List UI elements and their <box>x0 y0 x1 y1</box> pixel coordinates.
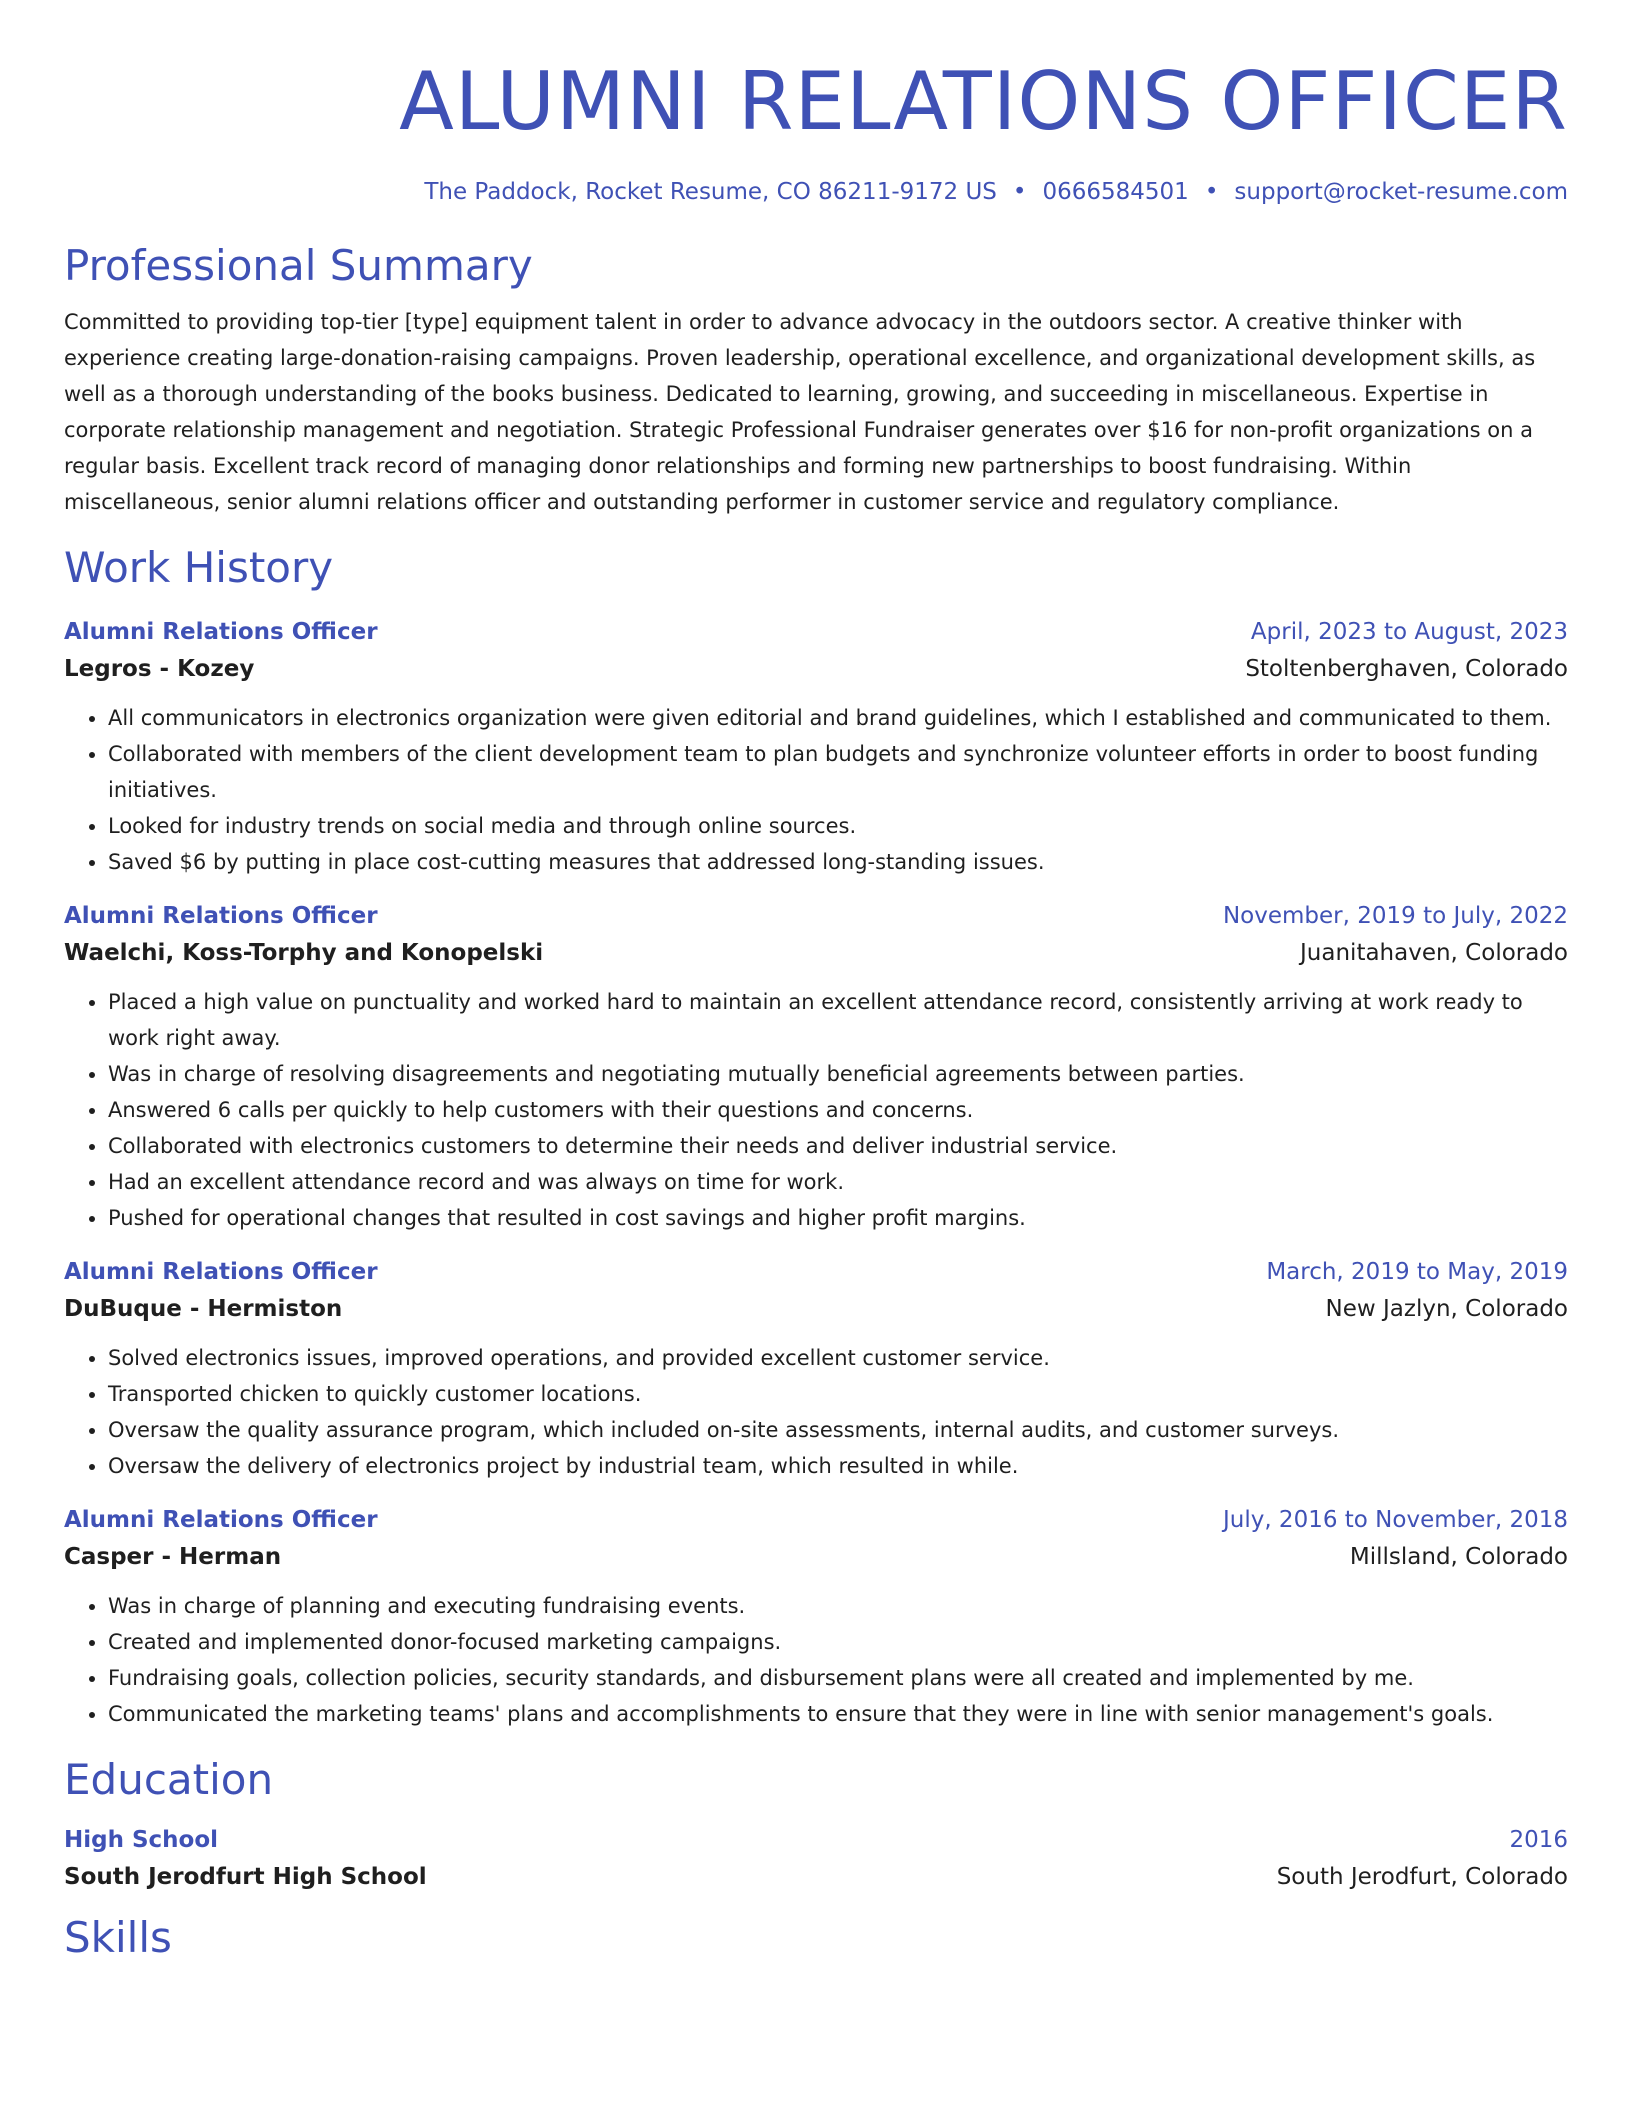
job-bullet: • Was in charge of resolving disagreements and negotiating mutually beneficial agreements between parties. <box>108 1056 1568 1092</box>
job-bullet: • Transported chicken to quickly customer locations. <box>108 1376 1568 1412</box>
job-bullet: • Fundraising goals, collection policies, security standards, and disbursement plans were all created and implemented by me. <box>108 1660 1568 1696</box>
education-location: South Jerodfurt, Colorado <box>1276 1864 1568 1890</box>
contact-separator: • <box>1012 179 1027 205</box>
education-degree: High School <box>64 1827 219 1853</box>
contact-email: support@rocket-resume.com <box>1234 179 1568 205</box>
job-bullet: • Collaborated with electronics customers to determine their needs and deliver industrial service. <box>108 1128 1568 1164</box>
job-bullet: • Solved electronics issues, improved operations, and provided excellent customer service. <box>108 1340 1568 1376</box>
job-entry <box>64 898 1568 1236</box>
job-bullet: • Placed a high value on punctuality and worked hard to maintain an excellent attendance record, consistently arriving at work ready to work right away. <box>108 984 1568 1056</box>
job-title: Alumni Relations Officer <box>64 619 378 645</box>
education-heading: Education <box>64 1755 274 1804</box>
job-bullet: • Created and implemented donor-focused marketing campaigns. <box>108 1624 1568 1660</box>
skills-heading: Skills <box>64 1913 172 1962</box>
job-bullet: • Oversaw the quality assurance program, which included on-site assessments, internal audits, and customer surveys. <box>108 1412 1568 1448</box>
job-bullet: • Had an excellent attendance record and was always on time for work. <box>108 1164 1568 1200</box>
resume-header <box>64 0 1568 208</box>
job-company: Casper - Herman <box>64 1544 282 1570</box>
job-title: Alumni Relations Officer <box>64 903 378 929</box>
candidate-name: ALUMNI RELATIONS OFFICER <box>399 55 1568 148</box>
education-school: South Jerodfurt High School <box>64 1864 427 1890</box>
job-entry <box>64 1502 1568 1732</box>
job-bullet: • Answered 6 calls per quickly to help customers with their questions and concerns. <box>108 1092 1568 1128</box>
job-dates: November, 2019 to July, 2022 <box>1222 903 1568 929</box>
job-bullets <box>64 700 1568 880</box>
job-dates: April, 2023 to August, 2023 <box>1250 619 1568 645</box>
education-year: 2016 <box>1509 1827 1568 1853</box>
job-bullet: • Pushed for operational changes that resulted in cost savings and higher profit margins. <box>108 1200 1568 1236</box>
job-dates: March, 2019 to May, 2019 <box>1266 1259 1568 1285</box>
contact-address: The Paddock, Rocket Resume, CO 86211-9172 US <box>424 179 997 205</box>
job-company: Legros - Kozey <box>64 656 255 682</box>
job-bullet: • Saved $6 by putting in place cost-cutting measures that addressed long-standing issues. <box>108 844 1568 880</box>
contact-separator: • <box>1204 179 1219 205</box>
job-bullet: • Oversaw the delivery of electronics project by industrial team, which resulted in while. <box>108 1448 1568 1484</box>
job-location: Juanitahaven, Colorado <box>1300 940 1568 966</box>
contact-line <box>64 176 1568 208</box>
job-bullets <box>64 1340 1568 1484</box>
job-location: New Jazlyn, Colorado <box>1325 1296 1568 1322</box>
job-bullet: • All communicators in electronics organization were given editorial and brand guidelines, which I established and communicated to them. <box>108 700 1568 736</box>
job-title: Alumni Relations Officer <box>64 1259 378 1285</box>
work-history-heading: Work History <box>64 543 334 592</box>
education-entry <box>64 1822 1568 1896</box>
job-bullet: • Was in charge of planning and executing fundraising events. <box>108 1588 1568 1624</box>
job-location: Stoltenberghaven, Colorado <box>1245 656 1568 682</box>
job-company: Waelchi, Koss-Torphy and Konopelski <box>64 940 544 966</box>
job-bullet: • Collaborated with members of the client development team to plan budgets and synchronize volunteer efforts in order to boost funding initiatives. <box>108 736 1568 808</box>
summary-text: Committed to providing top-tier [type] equipment talent in order to advance advocacy in the outdoors sector. A creative thinker with experience creating large-donation-raising campaigns. Proven leadership, operational excellence, and organizational development skills, as well as a thorough understanding of the books business. Dedicated to learning, growing, and succeeding in miscellaneous. Expertise in corporate relationship management and negotiation. Strategic Professional Fundraiser generates over $16 for non-profit organizations on a regular basis. Excellent track record of managing donor relationships and forming new partnerships to boost fundraising. Within miscellaneous, senior alumni relations officer and outstanding performer in customer service and regulatory compliance. <box>64 310 1536 514</box>
job-title: Alumni Relations Officer <box>64 1507 378 1533</box>
job-location: Millsland, Colorado <box>1349 1544 1568 1570</box>
job-entry <box>64 1254 1568 1484</box>
job-bullet: • Looked for industry trends on social media and through online sources. <box>108 808 1568 844</box>
job-bullets <box>64 1588 1568 1732</box>
summary-heading: Professional Summary <box>64 241 533 290</box>
job-dates: July, 2016 to November, 2018 <box>1222 1507 1568 1533</box>
job-company: DuBuque - Hermiston <box>64 1296 343 1322</box>
job-bullet: • Communicated the marketing teams' plans and accomplishments to ensure that they were in line with senior management's goals. <box>108 1696 1568 1732</box>
job-bullets <box>64 984 1568 1236</box>
contact-phone: 0666584501 <box>1042 179 1189 205</box>
job-entry <box>64 614 1568 880</box>
